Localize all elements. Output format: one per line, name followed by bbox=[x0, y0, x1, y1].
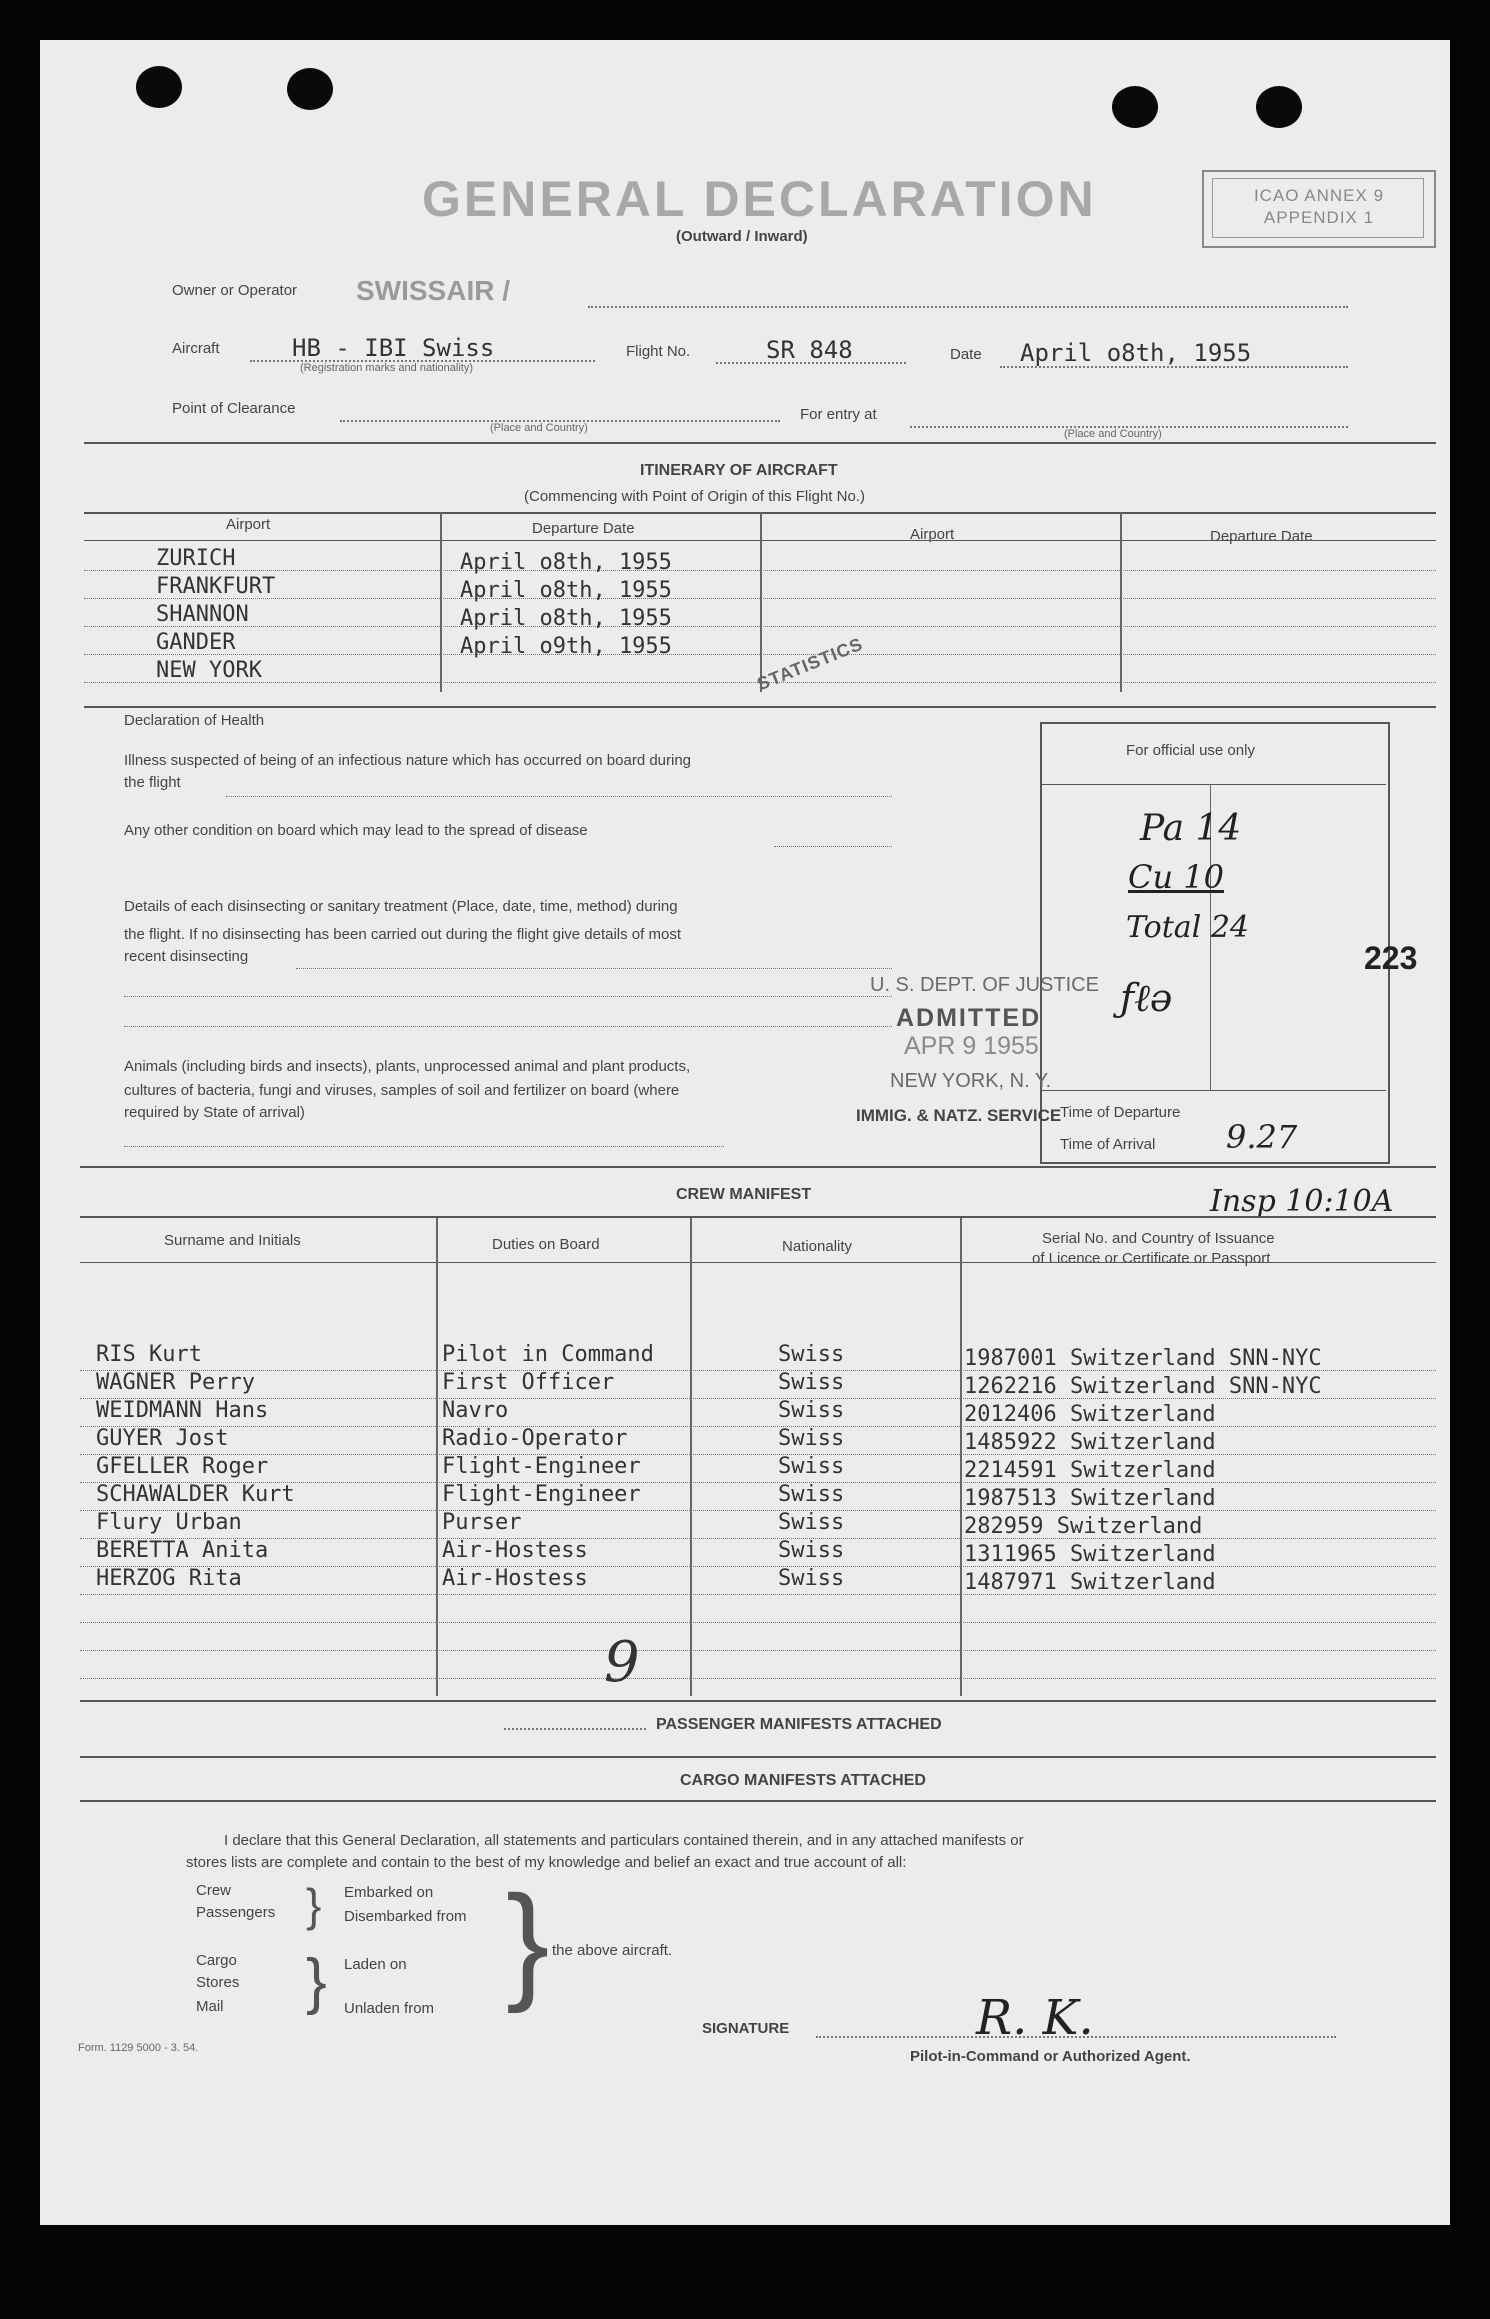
col-line bbox=[436, 1218, 438, 1696]
clearance-note: (Place and Country) bbox=[490, 422, 588, 434]
date-label: Date bbox=[950, 346, 982, 363]
divider bbox=[84, 706, 1436, 708]
statistics-stamp: STATISTICS bbox=[754, 633, 866, 695]
passenger-manifests: PASSENGER MANIFESTS ATTACHED bbox=[656, 1716, 942, 1733]
crew-serial: 1987001 Switzerland SNN-NYC bbox=[964, 1346, 1322, 1371]
row-line bbox=[80, 1622, 1436, 1623]
crew-header-nationality: Nationality bbox=[782, 1238, 853, 1255]
row-line bbox=[80, 1538, 1436, 1539]
divider bbox=[80, 1216, 1436, 1218]
flight-value: SR 848 bbox=[766, 336, 853, 364]
itin-header-airport-1: Airport bbox=[226, 516, 271, 533]
icao-box bbox=[1202, 170, 1436, 248]
crew-nationality: Swiss bbox=[778, 1482, 845, 1507]
itin-header-date-2: Departure Date bbox=[1210, 528, 1313, 545]
stores-word: Stores bbox=[196, 1974, 240, 1991]
brace: } bbox=[306, 1947, 327, 2016]
itin-date: April o9th, 1955 bbox=[460, 634, 672, 659]
itin-airport: SHANNON bbox=[156, 602, 249, 627]
health-q2: Any other condition on board which may lead to the spread of disease bbox=[124, 822, 588, 839]
disembarked-word: Disembarked from bbox=[344, 1908, 467, 1925]
health-q4b: cultures of bacteria, fungi and viruses, samples of soil and fertilizer on board (where bbox=[124, 1082, 680, 1099]
insp-note: Insp 10:10A bbox=[1210, 1184, 1394, 1219]
laden-word: Laden on bbox=[344, 1956, 407, 1973]
clearance-label: Point of Clearance bbox=[172, 400, 296, 417]
col-line bbox=[690, 1218, 692, 1696]
hand-pa: Pa 14 bbox=[1140, 808, 1242, 849]
row-line bbox=[80, 1566, 1436, 1567]
row-line bbox=[84, 654, 1436, 655]
aircraft-label: Aircraft bbox=[172, 340, 220, 357]
crew-nationality: Swiss bbox=[778, 1454, 845, 1479]
crew-serial: 282959 Switzerland bbox=[964, 1514, 1203, 1539]
crew-nationality: Swiss bbox=[778, 1370, 845, 1395]
answer-line bbox=[124, 1146, 724, 1147]
divider bbox=[80, 1756, 1436, 1758]
form-number: Form. 1129 5000 - 3. 54. bbox=[78, 2042, 199, 2054]
row-line bbox=[84, 570, 1436, 571]
crew-count-hand: 9 bbox=[604, 1630, 640, 1695]
hand-total: Total 24 bbox=[1126, 910, 1249, 945]
answer-line bbox=[774, 846, 892, 847]
crew-duty: Flight-Engineer bbox=[442, 1454, 641, 1479]
form-subtitle: (Outward / Inward) bbox=[676, 228, 808, 245]
crew-header-licence: of Licence or Certificate or Passport bbox=[1032, 1250, 1271, 1267]
itin-header-date-1: Departure Date bbox=[532, 520, 635, 537]
health-heading: Declaration of Health bbox=[124, 712, 265, 729]
crew-nationality: Swiss bbox=[778, 1566, 845, 1591]
col-line bbox=[960, 1218, 962, 1696]
health-q1a: Illness suspected of being of an infectious nature which has occurred on board during bbox=[124, 752, 692, 769]
row-line bbox=[80, 1426, 1436, 1427]
crew-name: SCHAWALDER Kurt bbox=[96, 1482, 295, 1507]
row-line bbox=[80, 1370, 1436, 1371]
hand-initials: ƒℓə bbox=[1120, 976, 1173, 1020]
crew-serial: 1485922 Switzerland bbox=[964, 1430, 1216, 1455]
crew-nationality: Swiss bbox=[778, 1426, 845, 1451]
crew-name: GFELLER Roger bbox=[96, 1454, 269, 1479]
crew-name: BERETTA Anita bbox=[96, 1538, 269, 1563]
crew-title: CREW MANIFEST bbox=[676, 1186, 812, 1203]
icao-line2: APPENDIX 1 bbox=[1263, 208, 1375, 227]
itin-airport: ZURICH bbox=[156, 546, 236, 571]
health-q4c: required by State of arrival) bbox=[124, 1104, 305, 1121]
crew-name: GUYER Jost bbox=[96, 1426, 229, 1451]
crew-serial: 1311965 Switzerland bbox=[964, 1542, 1216, 1567]
itin-header-airport-2: Airport bbox=[910, 526, 955, 543]
owner-line bbox=[588, 306, 1348, 308]
health-q3a: Details of each disinsecting or sanitary treatment (Place, date, time, method) during bbox=[124, 898, 678, 915]
answer-line bbox=[124, 996, 892, 997]
itinerary-title: ITINERARY OF AIRCRAFT bbox=[640, 462, 838, 479]
crew-serial: 1987513 Switzerland bbox=[964, 1486, 1216, 1511]
crew-duty: Purser bbox=[442, 1510, 522, 1535]
crew-duty: Pilot in Command bbox=[442, 1342, 654, 1367]
crew-duty: First Officer bbox=[442, 1370, 615, 1395]
health-q3c: recent disinsecting bbox=[124, 948, 249, 965]
official-title: For official use only bbox=[1126, 742, 1255, 759]
crew-name: WEIDMANN Hans bbox=[96, 1398, 269, 1423]
aircraft-value: HB - IBI Swiss bbox=[292, 334, 495, 362]
row-line bbox=[80, 1678, 1436, 1679]
hand-cu: Cu 10 bbox=[1128, 858, 1224, 896]
itin-airport: NEW YORK bbox=[156, 658, 262, 683]
answer-line bbox=[296, 968, 892, 969]
row-line bbox=[80, 1650, 1436, 1651]
row-line bbox=[84, 626, 1436, 627]
crew-header-name: Surname and Initials bbox=[164, 1232, 301, 1249]
flight-label: Flight No. bbox=[626, 343, 691, 360]
aircraft-note: (Registration marks and nationality) bbox=[300, 362, 474, 374]
col-line bbox=[760, 512, 762, 692]
row-line bbox=[80, 1510, 1436, 1511]
punch-hole bbox=[1256, 86, 1302, 128]
divider bbox=[84, 442, 1436, 444]
crew-name: HERZOG Rita bbox=[96, 1566, 242, 1591]
stamp-dept: U. S. DEPT. OF JUSTICE bbox=[870, 974, 1099, 996]
unladen-word: Unladen from bbox=[344, 2000, 435, 2017]
col-line bbox=[440, 512, 442, 692]
page-number: 223 bbox=[1364, 940, 1418, 976]
entry-label: For entry at bbox=[800, 406, 877, 423]
crew-header-duties: Duties on Board bbox=[492, 1236, 600, 1253]
stamp-city: NEW YORK, N. Y. bbox=[890, 1070, 1052, 1092]
row-line bbox=[80, 1594, 1436, 1595]
date-line bbox=[1000, 366, 1348, 368]
departure-label: Time of Departure bbox=[1060, 1104, 1181, 1121]
col-line bbox=[1120, 512, 1122, 692]
crew-serial: 1487971 Switzerland bbox=[964, 1570, 1216, 1595]
signature-label: SIGNATURE bbox=[702, 2020, 790, 2037]
mail-word: Mail bbox=[196, 1998, 224, 2015]
itin-date: April o8th, 1955 bbox=[460, 606, 672, 631]
cargo-manifests: CARGO MANIFESTS ATTACHED bbox=[680, 1772, 926, 1789]
health-q4a: Animals (including birds and insects), plants, unprocessed animal and plant products, bbox=[124, 1058, 691, 1075]
itin-date: April o8th, 1955 bbox=[460, 578, 672, 603]
punch-hole bbox=[1112, 86, 1158, 128]
passengers-word: Passengers bbox=[196, 1904, 276, 1921]
crew-header-serial: Serial No. and Country of Issuance bbox=[1042, 1230, 1275, 1247]
itin-date: April o8th, 1955 bbox=[460, 550, 672, 575]
crew-nationality: Swiss bbox=[778, 1538, 845, 1563]
crew-nationality: Swiss bbox=[778, 1342, 845, 1367]
crew-duty: Navro bbox=[442, 1398, 509, 1423]
divider bbox=[80, 1262, 1436, 1263]
divider bbox=[80, 1166, 1436, 1168]
row-line bbox=[80, 1454, 1436, 1455]
owner-value: SWISSAIR / bbox=[356, 275, 511, 306]
icao-line1: ICAO ANNEX 9 bbox=[1253, 186, 1385, 205]
brace: } bbox=[306, 1879, 322, 1931]
form-title: GENERAL DECLARATION bbox=[422, 171, 1097, 227]
crew-word: Crew bbox=[196, 1882, 232, 1899]
cargo-word: Cargo bbox=[196, 1952, 237, 1969]
punch-hole bbox=[287, 68, 333, 110]
above-aircraft: the above aircraft. bbox=[552, 1942, 673, 1959]
punch-hole bbox=[136, 66, 182, 108]
divider bbox=[80, 1700, 1436, 1702]
declaration-line1: I declare that this General Declaration, all statements and particulars contained therein, and in any attached manifests or bbox=[224, 1832, 1024, 1849]
itinerary-subtitle: (Commencing with Point of Origin of this Flight No.) bbox=[524, 488, 865, 505]
date-value: April o8th, 1955 bbox=[1020, 339, 1252, 367]
health-q3b: the flight. If no disinsecting has been carried out during the flight give details of most bbox=[124, 926, 681, 943]
stamp-service: IMMIG. & NATZ. SERVICE bbox=[856, 1106, 1062, 1125]
passenger-line bbox=[504, 1728, 646, 1730]
arrival-value: 9.27 bbox=[1226, 1118, 1298, 1156]
pilot-caption: Pilot-in-Command or Authorized Agent. bbox=[910, 2048, 1191, 2065]
crew-nationality: Swiss bbox=[778, 1398, 845, 1423]
declaration-line2: stores lists are complete and contain to the best of my knowledge and belief an exact and true account of all: bbox=[186, 1854, 907, 1871]
itin-airport: GANDER bbox=[156, 630, 236, 655]
owner-label: Owner or Operator bbox=[172, 282, 298, 299]
row-line bbox=[84, 598, 1436, 599]
answer-line bbox=[124, 1026, 892, 1027]
answer-line bbox=[226, 796, 892, 797]
itin-airport: FRANKFURT bbox=[156, 574, 276, 599]
crew-serial: 1262216 Switzerland SNN-NYC bbox=[964, 1374, 1322, 1399]
crew-name: WAGNER Perry bbox=[96, 1370, 255, 1395]
stamp-admitted: ADMITTED bbox=[896, 1004, 1042, 1032]
crew-serial: 2214591 Switzerland bbox=[964, 1458, 1216, 1483]
crew-serial: 2012406 Switzerland bbox=[964, 1402, 1216, 1427]
stamp-date: APR 9 1955 bbox=[904, 1032, 1039, 1060]
divider bbox=[80, 1800, 1436, 1802]
crew-duty: Radio-Operator bbox=[442, 1426, 628, 1451]
embarked-word: Embarked on bbox=[344, 1884, 434, 1901]
entry-note: (Place and Country) bbox=[1064, 428, 1162, 440]
crew-duty: Air-Hostess bbox=[442, 1566, 588, 1591]
crew-name: RIS Kurt bbox=[96, 1342, 202, 1367]
arrival-label: Time of Arrival bbox=[1060, 1136, 1156, 1153]
flight-line bbox=[716, 362, 906, 364]
signature-value: R. K. bbox=[976, 1990, 1094, 2046]
crew-duty: Flight-Engineer bbox=[442, 1482, 641, 1507]
divider bbox=[1042, 1090, 1386, 1091]
crew-nationality: Swiss bbox=[778, 1510, 845, 1535]
divider bbox=[1042, 784, 1386, 785]
crew-name: Flury Urban bbox=[96, 1510, 242, 1535]
health-q1b: the flight bbox=[124, 774, 181, 791]
crew-duty: Air-Hostess bbox=[442, 1538, 588, 1563]
big-brace: } bbox=[506, 1868, 550, 2014]
row-line bbox=[80, 1398, 1436, 1399]
